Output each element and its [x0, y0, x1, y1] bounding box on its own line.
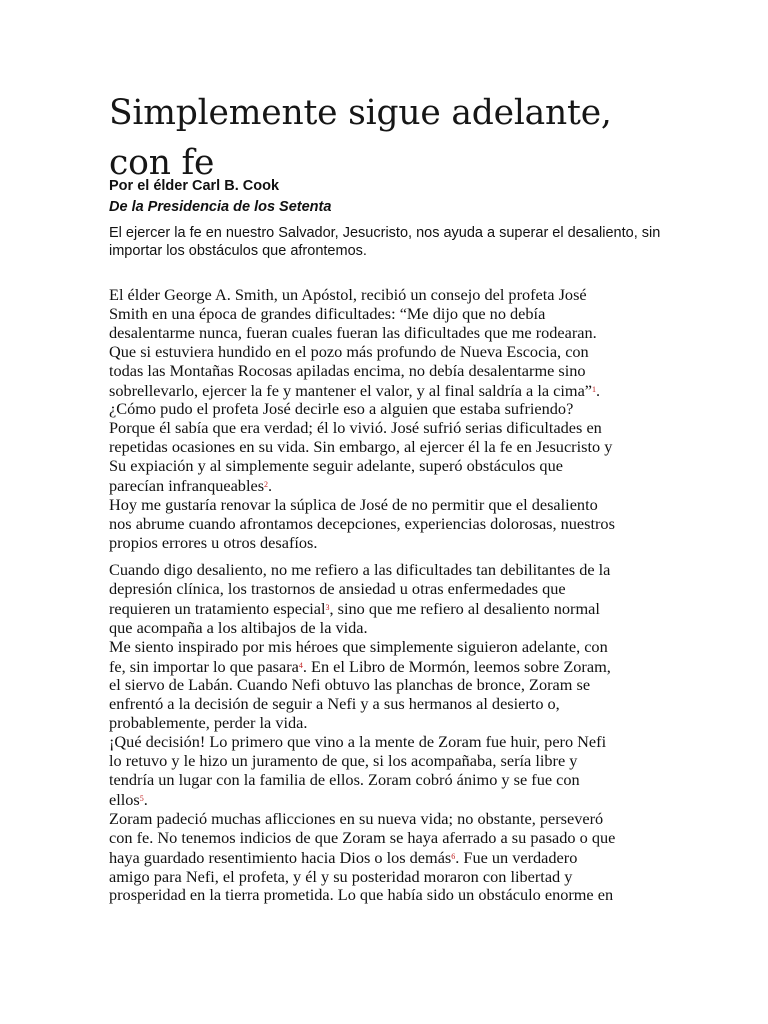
text-segment: todas las Montañas Rocosas apiladas encima, no debía desalentarme sino [109, 360, 586, 380]
text-line [109, 676, 669, 695]
text-segment: . [143, 789, 148, 809]
text-line [109, 324, 669, 343]
text-segment: tendría un lugar con la familia de ellos. Zoram cobró ánimo y se fue con [109, 769, 580, 789]
text-line [109, 438, 669, 457]
text-segment: depresión clínica, los trastornos de ansiedad u otras enfermedades que [109, 578, 566, 598]
text-segment: con fe. No tenemos indicios de que Zoram se haya aferrado a su pasado o que [109, 827, 616, 847]
text-segment: . [596, 380, 601, 400]
text-line [109, 829, 669, 848]
text-line [109, 848, 669, 868]
text-segment: lo retuvo y le hizo un juramento de que, si los acompañaba, sería libre y [109, 751, 578, 771]
text-segment: probablemente, perder la vida. [109, 713, 308, 733]
text-segment: Hoy me gustaría renovar la súplica de José de no permitir que el desaliento [109, 494, 598, 514]
footnote-reference-1[interactable]: 1 [592, 384, 597, 394]
text-segment: Me siento inspirado por mis héroes que simplemente siguieron adelante, con [109, 636, 608, 656]
article-author: Por el élder Carl B. Cook [109, 178, 280, 194]
text-line [109, 638, 669, 657]
footnote-reference-5[interactable]: 5 [139, 793, 144, 803]
text-segment: ¡Qué decisión! Lo primero que vino a la mente de Zoram fue huir, pero Nefi [109, 732, 607, 752]
text-segment: . [268, 476, 273, 496]
text-line [109, 886, 669, 905]
text-segment: Zoram padeció muchas aflicciones en su nueva vida; no obstante, perseveró [109, 808, 604, 828]
text-line [109, 362, 669, 381]
text-line [109, 733, 669, 752]
text-line [109, 580, 669, 599]
text-segment: amigo para Nefi, el profeta, y él y su posteridad moraron con libertad y [109, 866, 573, 886]
text-line [109, 343, 669, 362]
text-segment: Que si estuviera hundido en el pozo más profundo de Nueva Escocia, con [109, 341, 589, 361]
text-line [109, 695, 669, 714]
text-segment: parecían infranqueables [109, 476, 265, 496]
text-segment: . Fue un verdadero [455, 847, 578, 867]
text-segment: el siervo de Labán. Cuando Nefi obtuvo las planchas de bronce, Zoram se [109, 675, 591, 695]
text-line [109, 790, 669, 810]
author-organization: De la Presidencia de los Setenta [109, 199, 332, 215]
text-line [109, 657, 669, 677]
text-line [109, 599, 669, 619]
text-segment: Cuando digo desaliento, no me refiero a las dificultades tan debilitantes de la [109, 560, 611, 579]
text-line [109, 810, 669, 829]
article-summary: El ejercer la fe en nuestro Salvador, Jesucristo, nos ayuda a superar el desaliento, sin importar los obstáculos que afrontemos. [109, 225, 661, 259]
text-line [109, 496, 669, 515]
body-paragraph-1 [109, 286, 669, 553]
body-paragraph-2 [109, 561, 669, 905]
text-segment: desalentarme nunca, fueran cuales fueran las dificultades que me rodearan. [109, 322, 597, 342]
text-line [109, 771, 669, 790]
text-segment: nos abrume cuando afrontamos decepciones, experiencias dolorosas, nuestros [109, 513, 615, 533]
text-segment: . En el Libro de Mormón, leemos sobre Zoram, [302, 656, 611, 676]
text-line [109, 752, 669, 771]
text-line [109, 515, 669, 534]
text-line [109, 714, 669, 733]
text-segment: repetidas ocasiones en su vida. Sin embargo, al ejercer él la fe en Jesucristo y [109, 437, 613, 457]
text-line [109, 305, 669, 324]
text-line [109, 381, 669, 401]
text-line [109, 419, 669, 438]
text-line [109, 457, 669, 476]
text-line [109, 868, 669, 887]
text-segment: propios errores u otros desafíos. [109, 532, 318, 552]
text-segment: fe, sin importar lo que pasara [109, 656, 299, 676]
text-line [109, 534, 669, 553]
text-line [109, 286, 669, 305]
footnote-reference-6[interactable]: 6 [451, 851, 456, 861]
text-segment: , sino que me refiero al desaliento normal [329, 598, 600, 618]
text-segment: ellos [109, 789, 140, 809]
text-segment: haya guardado resentimiento hacia Dios o los demás [109, 847, 452, 867]
text-segment: que acompaña a los altibajos de la vida. [109, 617, 368, 637]
text-line [109, 561, 669, 580]
text-segment: prosperidad en la tierra prometida. Lo que había sido un obstáculo enorme en [109, 885, 614, 905]
text-segment: sobrellevarlo, ejercer la fe y mantener el valor, y al final saldría a la cima” [109, 380, 593, 400]
text-segment: Smith en una época de grandes dificultades: “Me dijo que no debía [109, 303, 546, 323]
text-segment: Porque él sabía que era verdad; él lo vivió. José sufrió serias dificultades en [109, 418, 602, 438]
text-segment: requieren un tratamiento especial [109, 598, 326, 618]
footnote-reference-4[interactable]: 4 [298, 660, 303, 670]
text-line [109, 619, 669, 638]
article-title: Simplemente sigue adelante, con fe [109, 93, 612, 183]
text-segment: enfrentó a la decisión de seguir a Nefi y a sus hermanos al desierto o, [109, 694, 560, 714]
text-segment: Su expiación y al simplemente seguir adelante, superó obstáculos que [109, 456, 563, 476]
footnote-reference-3[interactable]: 3 [325, 602, 330, 612]
text-segment: El élder George A. Smith, un Apóstol, recibió un consejo del profeta José [109, 285, 587, 304]
footnote-reference-2[interactable]: 2 [264, 480, 269, 490]
text-segment: ¿Cómo pudo el profeta José decirle eso a alguien que estaba sufriendo? [109, 399, 574, 419]
text-line [109, 476, 669, 496]
text-line [109, 400, 669, 419]
